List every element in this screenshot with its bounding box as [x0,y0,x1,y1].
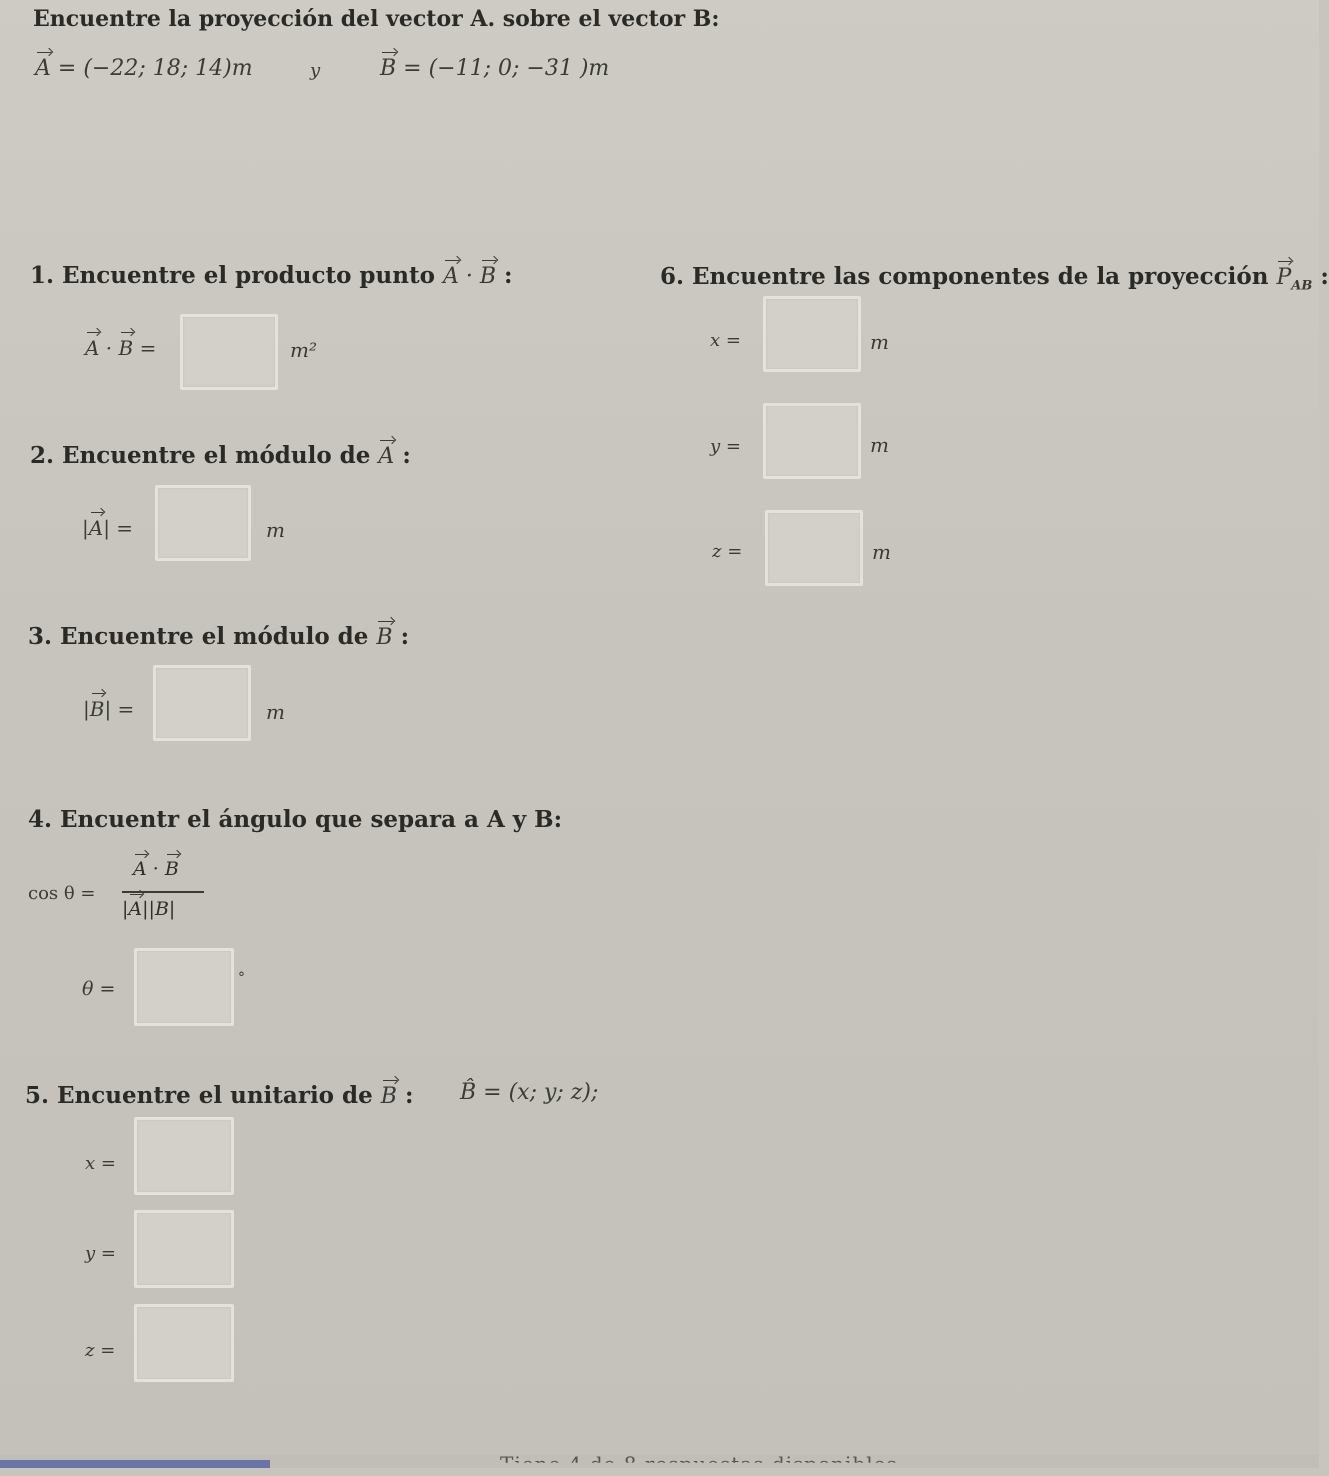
q5-y-label: y = [85,1243,116,1264]
q2-lhs: |A| = [82,516,134,540]
q6-x-answer-box[interactable] [763,296,861,372]
q3-title-text: 3. Encuentre el módulo de [28,623,369,650]
q5-x-answer-box[interactable] [134,1117,234,1195]
q5-y-answer-box[interactable] [134,1210,234,1288]
q3-lhs: |B| = [83,697,135,721]
q6-x-unit: m [870,330,889,354]
vector-a-value: = (−22; 18; 14)m [57,56,253,81]
q1-title-math: A · B [442,264,496,289]
q5-x-label: x = [85,1153,116,1174]
q5-unit-vector: B̂ = (x; y; z); [460,1080,599,1105]
q6-z-unit: m [872,540,891,564]
q2-answer-box[interactable] [155,485,251,561]
q2-title-text: 2. Encuentre el módulo de [30,442,371,469]
q2-vector-a: A [378,444,395,469]
q1-unit: m² [290,338,317,362]
instruction-text: Encuentre la proyección del vector A. sobre el vector B: [33,6,720,32]
q1-title [30,262,513,289]
q4-numerator: A · B [133,858,179,880]
q5-z-label: z = [85,1340,116,1361]
q3-unit: m [266,700,285,724]
vector-b-symbol: B [380,56,397,81]
q6-x-label: x = [710,330,741,351]
q5-z-answer-box[interactable] [134,1304,234,1382]
vector-b-definition [380,56,609,81]
vector-a-definition [35,56,253,81]
q4-answer-box[interactable] [134,948,234,1026]
q5-vector-b: B [380,1084,397,1109]
connector-y: y [310,60,321,81]
q5-title-tail: : [404,1082,414,1109]
q6-z-label: z = [712,541,743,562]
q5-title [25,1082,413,1109]
vector-a-symbol: A [35,56,51,81]
q6-y-answer-box[interactable] [763,403,861,479]
q6-z-answer-box[interactable] [765,510,863,586]
q4-denominator: |A||B| [122,898,176,920]
q6-y-unit: m [870,433,889,457]
q1-answer-box[interactable] [180,314,278,390]
q6-projection-symbol: $P_{AB}$ [1276,265,1313,294]
q4-cos-lhs: cos θ = [28,883,96,904]
q1-title-tail: : [504,262,513,289]
bottom-progress-bar [0,1460,270,1468]
q3-title [28,623,409,650]
vector-b-value: = (−11; 0; −31 )m [403,56,610,81]
q1-lhs: A · B = [85,336,157,360]
q3-vector-b: B [376,625,393,650]
q4-degree-unit: ° [238,970,245,986]
q2-title [30,442,411,469]
q6-y-label: y = [710,436,741,457]
q3-title-tail: : [400,623,410,650]
q4-fraction-line [122,891,204,893]
q2-title-tail: : [402,442,411,469]
q4-title: 4. Encuentr el ángulo que separa a A y B: [28,806,563,833]
q5-title-text: 5. Encuentre el unitario de [25,1082,373,1109]
q6-title [660,263,1329,293]
q6-title-text: 6. Encuentre las componentes de la proyección [660,263,1269,290]
q3-answer-box[interactable] [153,665,251,741]
q2-unit: m [266,518,285,542]
q4-theta-lhs: θ = [82,978,116,1000]
q6-title-tail: : [1320,263,1329,290]
q1-title-text: 1. Encuentre el producto punto [30,262,435,289]
